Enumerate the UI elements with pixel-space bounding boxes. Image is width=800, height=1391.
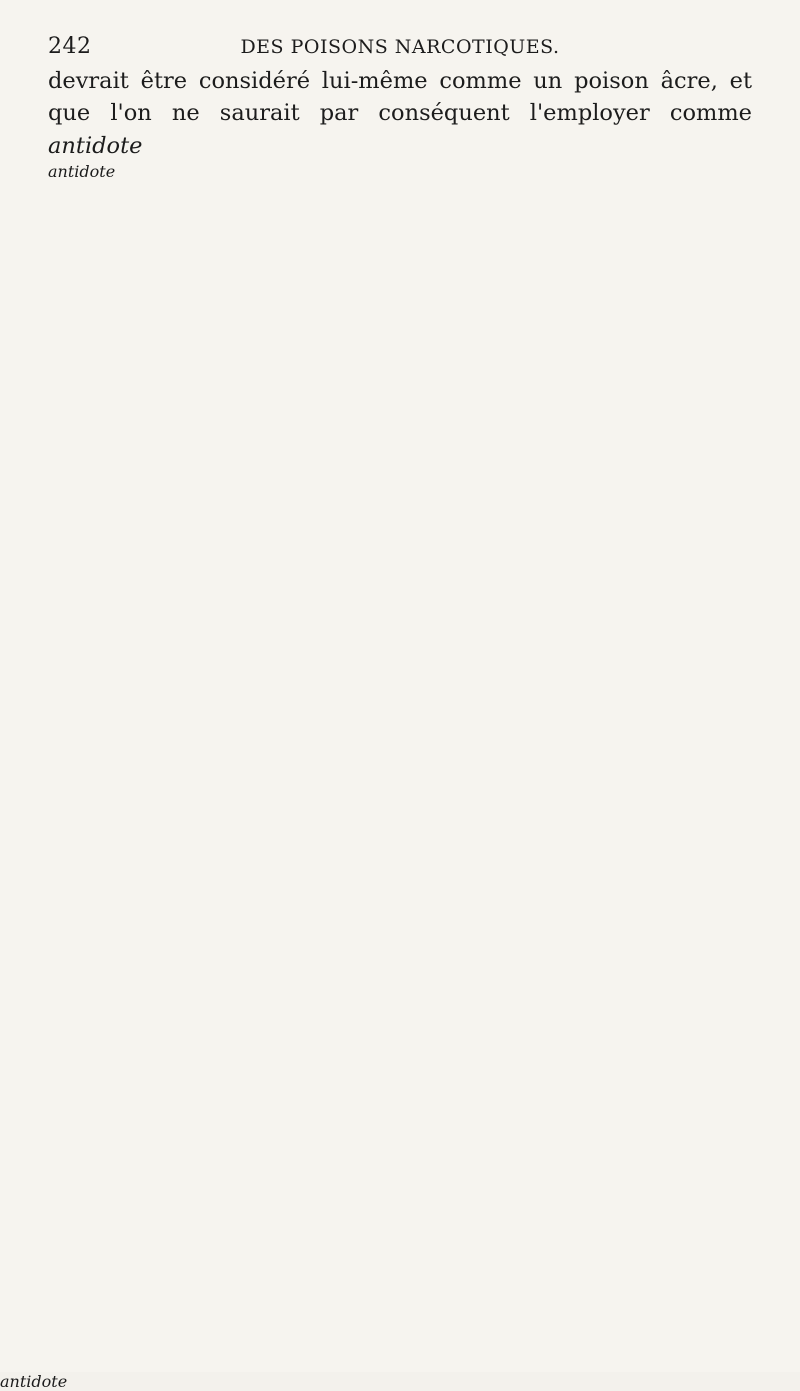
emphasis-antidote: antidote [48,132,143,159]
running-title: DES POISONS NARCOTIQUES. [240,36,560,58]
page-header [48,34,752,59]
emphasis-antidote: antidote [0,1372,68,1391]
emphasis-antidote: antidote [48,161,116,181]
paragraph-chlore-conclusion: devrait être considéré lui-même comme un poison âcre, et que l'on ne saurait par conséquent l'employer comme antidote [48,68,752,159]
page-number: 242 [48,34,92,59]
